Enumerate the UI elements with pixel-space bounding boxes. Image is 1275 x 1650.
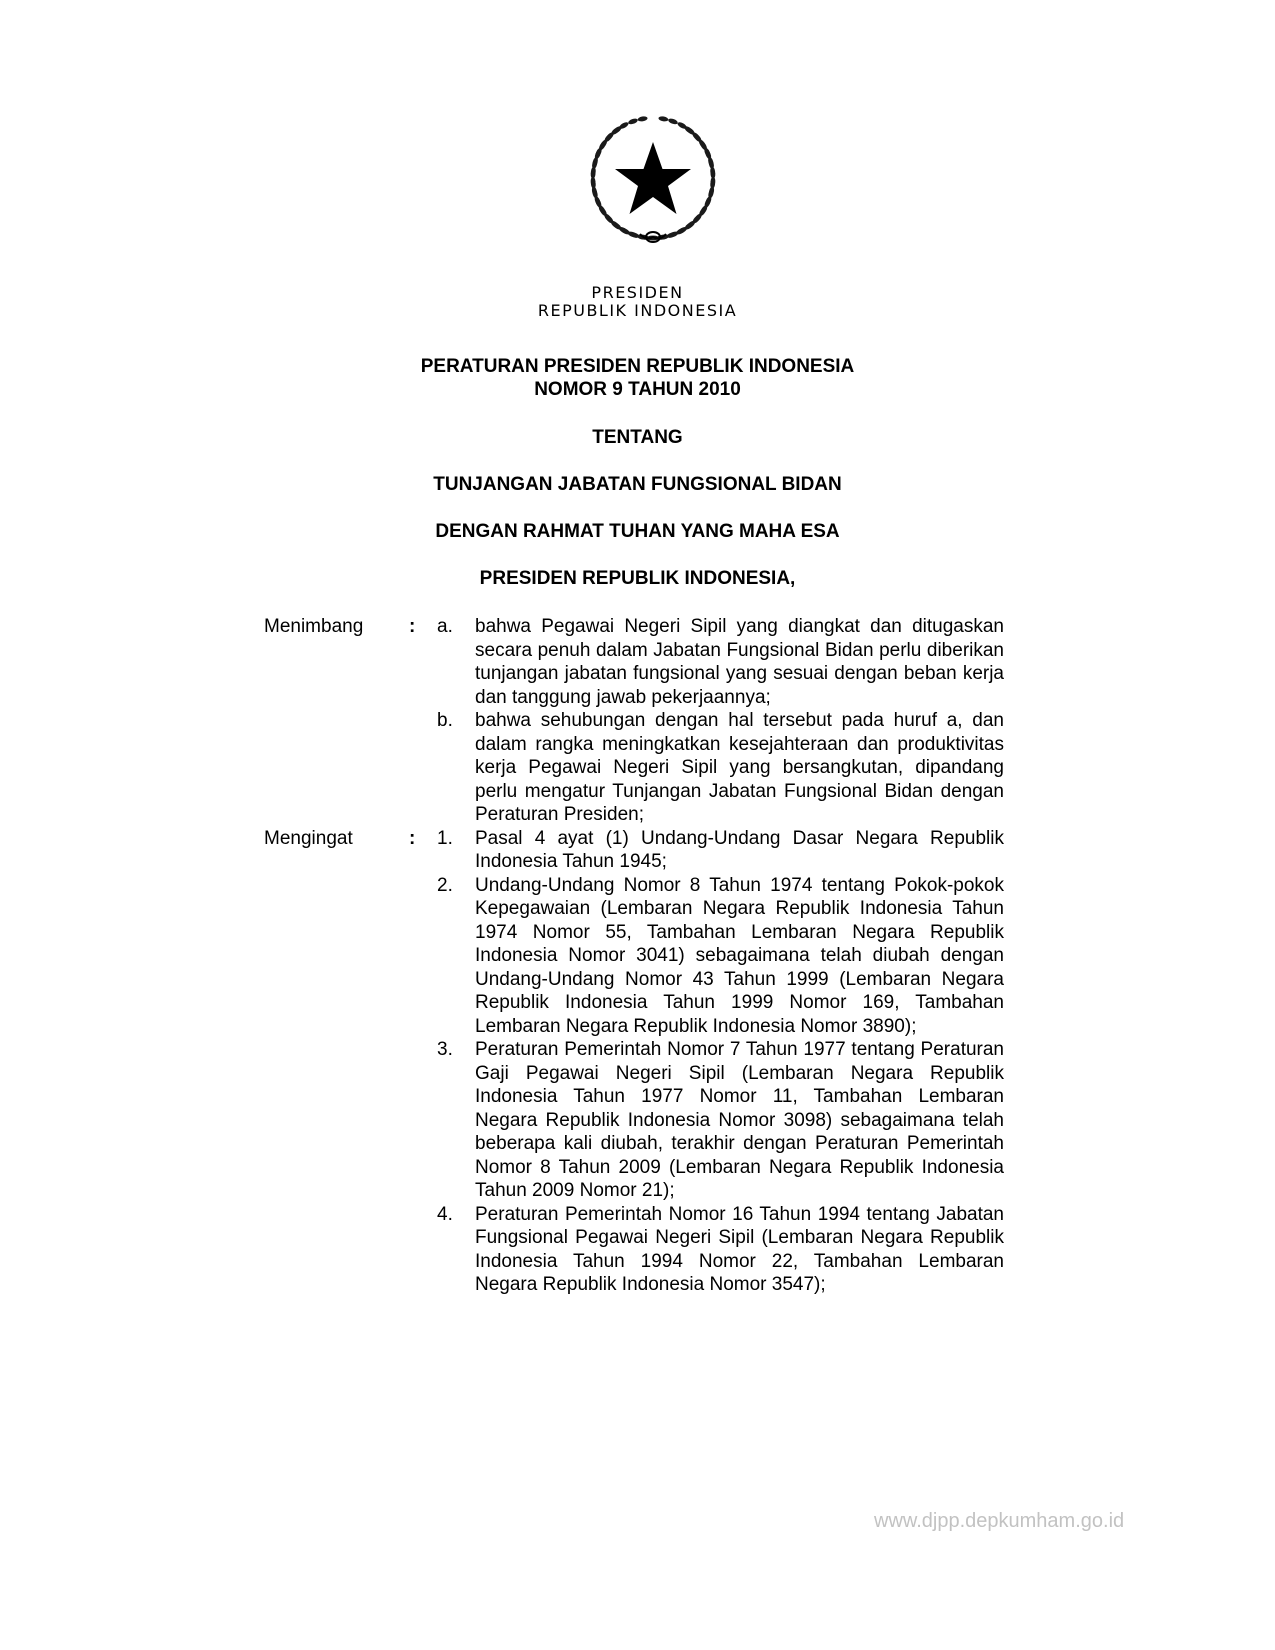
item-marker: 2. xyxy=(437,874,453,896)
menimbang-section xyxy=(264,615,1004,1297)
item-text: Pasal 4 ayat (1) Undang-Undang Dasar Negara Republik Indonesia Tahun 1945; xyxy=(475,827,1004,872)
institution-line-1: PRESIDEN xyxy=(591,283,684,302)
wreath-leaf xyxy=(637,116,648,122)
mengingat-colon: : xyxy=(409,827,416,849)
wreath-leaf xyxy=(627,117,638,125)
tentang-heading: TENTANG xyxy=(592,427,683,448)
item-marker: a. xyxy=(437,616,453,637)
regulation-number: NOMOR 9 TAHUN 2010 xyxy=(534,379,741,400)
item-marker: 3. xyxy=(437,1039,453,1060)
mengingat-item-1 xyxy=(264,827,1004,874)
item-text: bahwa Pegawai Negeri Sipil yang diangkat dan ditugaskan secara penuh dalam Jabatan Fungsional Bidan perlu diberikan tunjangan jabatan fungsional yang sesuai dengan beban kerja dan tanggung jawab pekerjaannya; xyxy=(475,616,1004,708)
wreath-leaf xyxy=(658,116,669,122)
item-text: Undang-Undang Nomor 8 Tahun 1974 tentang Pokok-pokok Kepegawaian (Lembaran Negara Republik Indonesia Tahun 1974 Nomor 55, Tambahan Lembaran Negara Republik Indonesia Nomor 3041) sebagaimana telah diubah dengan Undang-Undang Nomor 43 Tahun 1999 (Lembaran Negara Republik Indonesia Tahun 1999 Nomor 169, Tambahan Lembaran Negara Republik Indonesia Nomor 3890); xyxy=(475,874,1004,1037)
item-text: bahwa sehubungan dengan hal tersebut pada huruf a, dan dalam rangka meningkatkan kesejahteraan dan produktivitas kerja Pegawai Negeri Sipil yang bersangkutan, dipandang perlu mengatur Tunjangan Jabatan Fungsional Bidan dengan Peraturan Presiden; xyxy=(475,710,1004,825)
wreath-leaf xyxy=(667,117,678,125)
item-marker: 4. xyxy=(437,1203,453,1225)
item-marker: 1. xyxy=(437,827,453,849)
item-text: Peraturan Pemerintah Nomor 7 Tahun 1977 tentang Peraturan Gaji Pegawai Negeri Sipil (Lembaran Negara Republik Indonesia Tahun 1977 Nomor 11, Tambahan Lembaran Negara Republik Indonesia Nomor 3098) sebagaimana telah beberapa kali diubah, terakhir dengan Peraturan Pemerintah Nomor 8 Tahun 2009 (Lembaran Negara Republik Indonesia Tahun 2009 Nomor 21); xyxy=(475,1039,1004,1201)
watermark-url: www.djpp.depkumham.go.id xyxy=(874,1510,1125,1532)
mengingat-item-2 xyxy=(264,874,1004,1039)
institution-line-2: REPUBLIK INDONESIA xyxy=(537,301,738,320)
mengingat-item-4 xyxy=(264,1203,1004,1297)
regulation-subject: TUNJANGAN JABATAN FUNGSIONAL BIDAN xyxy=(433,474,842,495)
item-marker: b. xyxy=(437,710,453,731)
menimbang-item-a xyxy=(264,615,1004,709)
mengingat-label: Mengingat xyxy=(264,827,353,849)
regulation-title: PERATURAN PRESIDEN REPUBLIK INDONESIA xyxy=(420,356,855,377)
menimbang-item-b xyxy=(264,709,1004,827)
item-text: Peraturan Pemerintah Nomor 16 Tahun 1994 tentang Jabatan Fungsional Pegawai Negeri Sipil (Lembaran Negara Republik Indonesia Tahun 1994 Nomor 22, Tambahan Lembaran Negara Republik Indonesia Nomor 3547); xyxy=(475,1203,1004,1295)
issuer: PRESIDEN REPUBLIK INDONESIA, xyxy=(479,568,796,589)
presidential-emblem-icon xyxy=(578,110,728,252)
menimbang-colon: : xyxy=(409,616,416,637)
invocation: DENGAN RAHMAT TUHAN YANG MAHA ESA xyxy=(435,521,840,542)
menimbang-label: Menimbang xyxy=(264,616,364,637)
mengingat-item-3 xyxy=(264,1038,1004,1203)
